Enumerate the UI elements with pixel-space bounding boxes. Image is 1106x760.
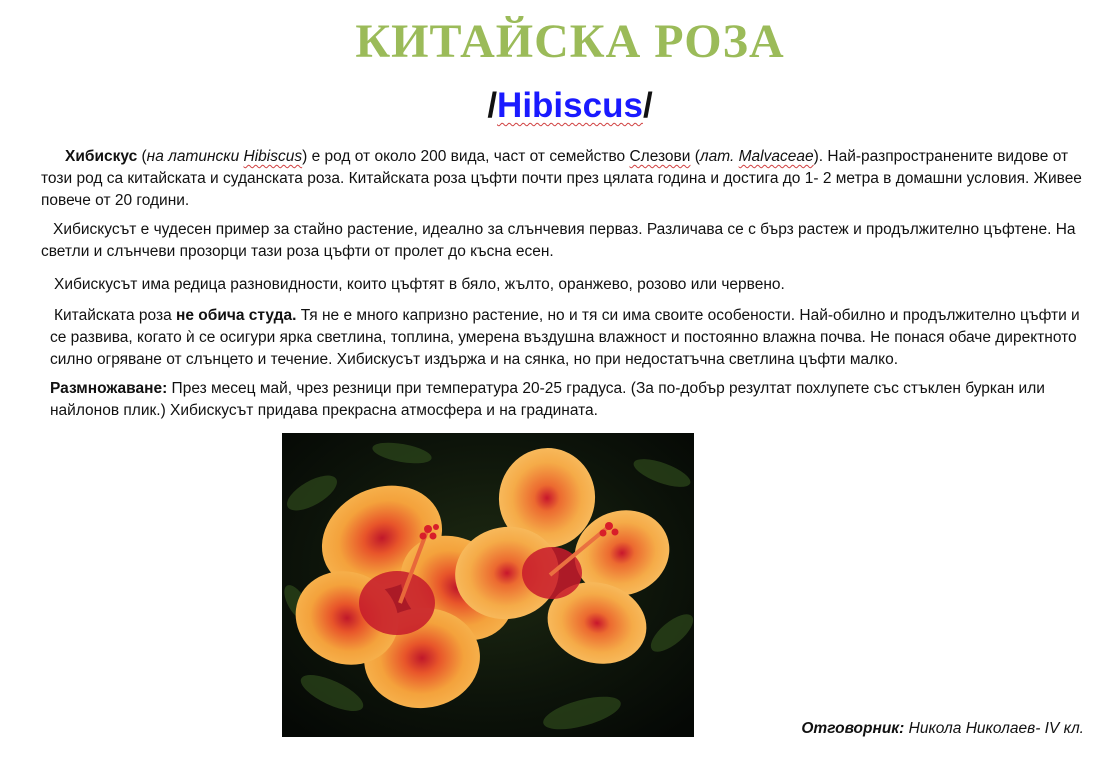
subtitle-prefix: / <box>487 86 498 125</box>
care-text: Тя не е много капризно растение, но и тя си има своите особености. Най-обилно и продължително цъфти и се развива, когато ѝ се осигури ярка светлина, топлина, умерена въздушна влажност и постоянно влажна почва. Не понася обаче директното силно огряване от слънцето и течение. Хибискусът издържа и на сянка, но при недостатъчна светлина цъфти малко. <box>50 307 1080 368</box>
intro-text: ) е род от около 200 вида, част от семейство <box>302 148 630 165</box>
paragraph-care <box>50 305 1092 371</box>
hibiscus-photo <box>282 433 694 737</box>
credit-line <box>801 720 1084 738</box>
page-subtitle <box>0 86 1106 126</box>
intro-italic-latin: Hibiscus <box>243 148 303 165</box>
intro-bold: Хибискус <box>65 148 138 165</box>
intro-italic: на латински <box>146 148 244 165</box>
intro-text: ( <box>690 148 700 165</box>
credit-name: Никола Николаев- IV кл. <box>904 720 1084 737</box>
intro-family: Слезови <box>629 148 691 165</box>
care-text: Китайската роза <box>54 307 176 324</box>
intro-text: ). Най-разпространените видове от този род са китайската и суданската роза. Китайската роза цъфти почти през цялата година и достига до 1- 2 метра в домашни условия. Живее повече от 20 години. <box>41 148 1082 209</box>
page-title: КИТАЙСКА РОЗА <box>355 15 785 68</box>
intro-text: ( <box>137 148 147 165</box>
propagation-text: През месец май, чрез резници при температура 20-25 градуса. (За по-добър резултат похлупете със стъклен буркан или найлонов плик.) Хибискусът придава прекрасна атмосфера и на градината. <box>50 380 1045 419</box>
credit-label: Отговорник: <box>801 720 905 737</box>
paragraph-varieties: Хибискусът има редица разновидности, които цъфтят в бяло, жълто, оранжево, розово или червено. <box>54 276 785 293</box>
intro-italic: лат. <box>699 148 739 165</box>
paragraph-intro <box>41 146 1091 212</box>
paragraph-propagation <box>50 378 1092 422</box>
propagation-bold: Размножаване: <box>50 380 168 397</box>
care-bold: не обича студа. <box>176 307 297 324</box>
paragraph-window: Хибискусът е чудесен пример за стайно растение, идеално за слънчевия перваз. Различава се с бърз растеж и продължително цъфтене. На светли и слънчеви прозорци тази роза цъфти от пролет до късна есен. <box>41 221 1076 260</box>
subtitle-suffix: / <box>642 86 653 125</box>
hibiscus-link[interactable]: Hibiscus <box>497 86 643 125</box>
intro-italic-latin: Malvaceae <box>738 148 814 165</box>
